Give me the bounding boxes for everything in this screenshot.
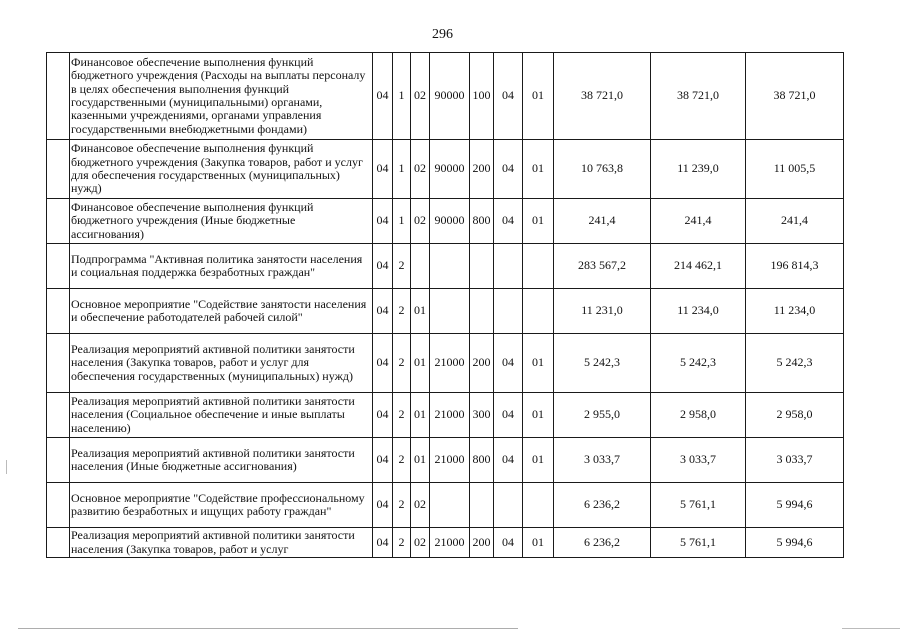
table-row — [47, 199, 844, 244]
code-section: 04 — [373, 528, 393, 558]
page-number: 296 — [432, 27, 453, 42]
amount-year-1: 283 567,2 — [554, 244, 651, 289]
amount-year-2: 38 721,0 — [651, 53, 746, 140]
row-description: Финансовое обеспечение выполнения функций бюджетного учреждения (Закупка товаров, работ и услуг для обеспечения государственных (муниципальных) нужд) — [70, 140, 373, 199]
code-event: 01 — [411, 289, 430, 334]
amount-year-3: 196 814,3 — [746, 244, 844, 289]
code-division: 04 — [494, 334, 523, 393]
code-direction — [430, 289, 470, 334]
row-margin-cell — [47, 528, 70, 558]
amount-year-3: 5 994,6 — [746, 483, 844, 528]
amount-year-3: 38 721,0 — [746, 53, 844, 140]
code-event — [411, 244, 430, 289]
row-description: Реализация мероприятий активной политики занятости населения (Иные бюджетные ассигнования) — [70, 438, 373, 483]
code-section: 04 — [373, 393, 393, 438]
code-event: 02 — [411, 528, 430, 558]
amount-year-2: 11 239,0 — [651, 140, 746, 199]
code-expense-type — [470, 244, 494, 289]
code-division — [494, 289, 523, 334]
code-section: 04 — [373, 438, 393, 483]
code-event: 01 — [411, 393, 430, 438]
code-section: 04 — [373, 244, 393, 289]
code-direction: 90000 — [430, 140, 470, 199]
row-description: Основное мероприятие "Содействие профессиональному развитию безработных и ищущих работу граждан" — [70, 483, 373, 528]
code-subdivision — [523, 244, 554, 289]
table-row — [47, 393, 844, 438]
row-margin-cell — [47, 140, 70, 199]
code-direction: 21000 — [430, 393, 470, 438]
row-description: Основное мероприятие "Содействие занятости населения и обеспечение работодателей рабочей силой" — [70, 289, 373, 334]
table-row — [47, 438, 844, 483]
code-event: 02 — [411, 53, 430, 140]
amount-year-1: 3 033,7 — [554, 438, 651, 483]
code-section: 04 — [373, 199, 393, 244]
code-expense-type: 200 — [470, 140, 494, 199]
table-row — [47, 528, 844, 558]
code-section: 04 — [373, 334, 393, 393]
code-expense-type: 100 — [470, 53, 494, 140]
amount-year-1: 6 236,2 — [554, 528, 651, 558]
code-division: 04 — [494, 393, 523, 438]
amount-year-1: 10 763,8 — [554, 140, 651, 199]
amount-year-1: 5 242,3 — [554, 334, 651, 393]
amount-year-3: 2 958,0 — [746, 393, 844, 438]
table-row — [47, 334, 844, 393]
code-subprogram: 2 — [393, 528, 411, 558]
code-event: 02 — [411, 140, 430, 199]
code-division: 04 — [494, 199, 523, 244]
amount-year-1: 2 955,0 — [554, 393, 651, 438]
code-division: 04 — [494, 438, 523, 483]
code-division — [494, 244, 523, 289]
code-section: 04 — [373, 483, 393, 528]
amount-year-3: 5 994,6 — [746, 528, 844, 558]
amount-year-2: 2 958,0 — [651, 393, 746, 438]
code-subdivision: 01 — [523, 140, 554, 199]
code-subdivision: 01 — [523, 199, 554, 244]
row-margin-cell — [47, 199, 70, 244]
code-direction: 21000 — [430, 438, 470, 483]
code-expense-type: 200 — [470, 528, 494, 558]
code-event: 01 — [411, 438, 430, 483]
row-margin-cell — [47, 334, 70, 393]
amount-year-2: 11 234,0 — [651, 289, 746, 334]
row-description: Финансовое обеспечение выполнения функций бюджетного учреждения (Расходы на выплаты персоналу в целях обеспечения выполнения функций государственными (муниципальными) органами, казенными учреждениями, органами управления государственными внебюджетными фондами) — [70, 53, 373, 140]
code-division — [494, 483, 523, 528]
code-direction: 90000 — [430, 53, 470, 140]
code-expense-type — [470, 289, 494, 334]
row-description: Подпрограмма "Активная политика занятости населения и социальная поддержка безработных граждан" — [70, 244, 373, 289]
code-subdivision — [523, 483, 554, 528]
code-event: 02 — [411, 199, 430, 244]
amount-year-2: 214 462,1 — [651, 244, 746, 289]
amount-year-3: 3 033,7 — [746, 438, 844, 483]
code-direction: 90000 — [430, 199, 470, 244]
code-division: 04 — [494, 53, 523, 140]
table-row — [47, 483, 844, 528]
amount-year-1: 241,4 — [554, 199, 651, 244]
amount-year-2: 241,4 — [651, 199, 746, 244]
code-subprogram: 2 — [393, 393, 411, 438]
row-margin-cell — [47, 483, 70, 528]
code-subdivision: 01 — [523, 334, 554, 393]
row-margin-cell — [47, 244, 70, 289]
code-event: 01 — [411, 334, 430, 393]
table-row — [47, 140, 844, 199]
code-subprogram: 2 — [393, 334, 411, 393]
code-direction: 21000 — [430, 334, 470, 393]
row-margin-cell — [47, 289, 70, 334]
code-division: 04 — [494, 528, 523, 558]
code-subprogram: 2 — [393, 483, 411, 528]
amount-year-1: 6 236,2 — [554, 483, 651, 528]
code-expense-type: 300 — [470, 393, 494, 438]
code-expense-type: 800 — [470, 199, 494, 244]
code-section: 04 — [373, 289, 393, 334]
row-description: Финансовое обеспечение выполнения функций бюджетного учреждения (Иные бюджетные ассигнования) — [70, 199, 373, 244]
code-subdivision: 01 — [523, 393, 554, 438]
row-margin-cell — [47, 53, 70, 140]
code-subprogram: 2 — [393, 289, 411, 334]
code-section: 04 — [373, 53, 393, 140]
amount-year-3: 11 005,5 — [746, 140, 844, 199]
code-event: 02 — [411, 483, 430, 528]
code-expense-type: 800 — [470, 438, 494, 483]
amount-year-2: 5 242,3 — [651, 334, 746, 393]
code-subprogram: 2 — [393, 244, 411, 289]
scan-artifact-bottom — [18, 628, 518, 629]
amount-year-3: 11 234,0 — [746, 289, 844, 334]
code-division: 04 — [494, 140, 523, 199]
amount-year-1: 38 721,0 — [554, 53, 651, 140]
scan-artifact-right — [842, 628, 900, 629]
scan-artifact-left — [6, 460, 7, 474]
table-body — [47, 53, 844, 558]
code-subdivision — [523, 289, 554, 334]
amount-year-2: 5 761,1 — [651, 483, 746, 528]
code-direction — [430, 483, 470, 528]
row-margin-cell — [47, 438, 70, 483]
code-section: 04 — [373, 140, 393, 199]
amount-year-3: 241,4 — [746, 199, 844, 244]
code-subdivision: 01 — [523, 53, 554, 140]
row-margin-cell — [47, 393, 70, 438]
amount-year-2: 3 033,7 — [651, 438, 746, 483]
code-expense-type — [470, 483, 494, 528]
amount-year-2: 5 761,1 — [651, 528, 746, 558]
code-subprogram: 1 — [393, 140, 411, 199]
table-row — [47, 53, 844, 140]
code-subprogram: 1 — [393, 199, 411, 244]
table-row — [47, 244, 844, 289]
budget-table — [46, 52, 844, 558]
amount-year-3: 5 242,3 — [746, 334, 844, 393]
row-description: Реализация мероприятий активной политики занятости населения (Социальное обеспечение и иные выплаты населению) — [70, 393, 373, 438]
amount-year-1: 11 231,0 — [554, 289, 651, 334]
code-expense-type: 200 — [470, 334, 494, 393]
code-direction — [430, 244, 470, 289]
row-description: Реализация мероприятий активной политики занятости населения (Закупка товаров, работ и услуг для обеспечения государственных (муниципальных) нужд) — [70, 334, 373, 393]
table-row — [47, 289, 844, 334]
code-direction: 21000 — [430, 528, 470, 558]
code-subdivision: 01 — [523, 528, 554, 558]
code-subprogram: 2 — [393, 438, 411, 483]
code-subdivision: 01 — [523, 438, 554, 483]
row-description: Реализация мероприятий активной политики занятости населения (Закупка товаров, работ и услуг — [70, 528, 373, 558]
code-subprogram: 1 — [393, 53, 411, 140]
